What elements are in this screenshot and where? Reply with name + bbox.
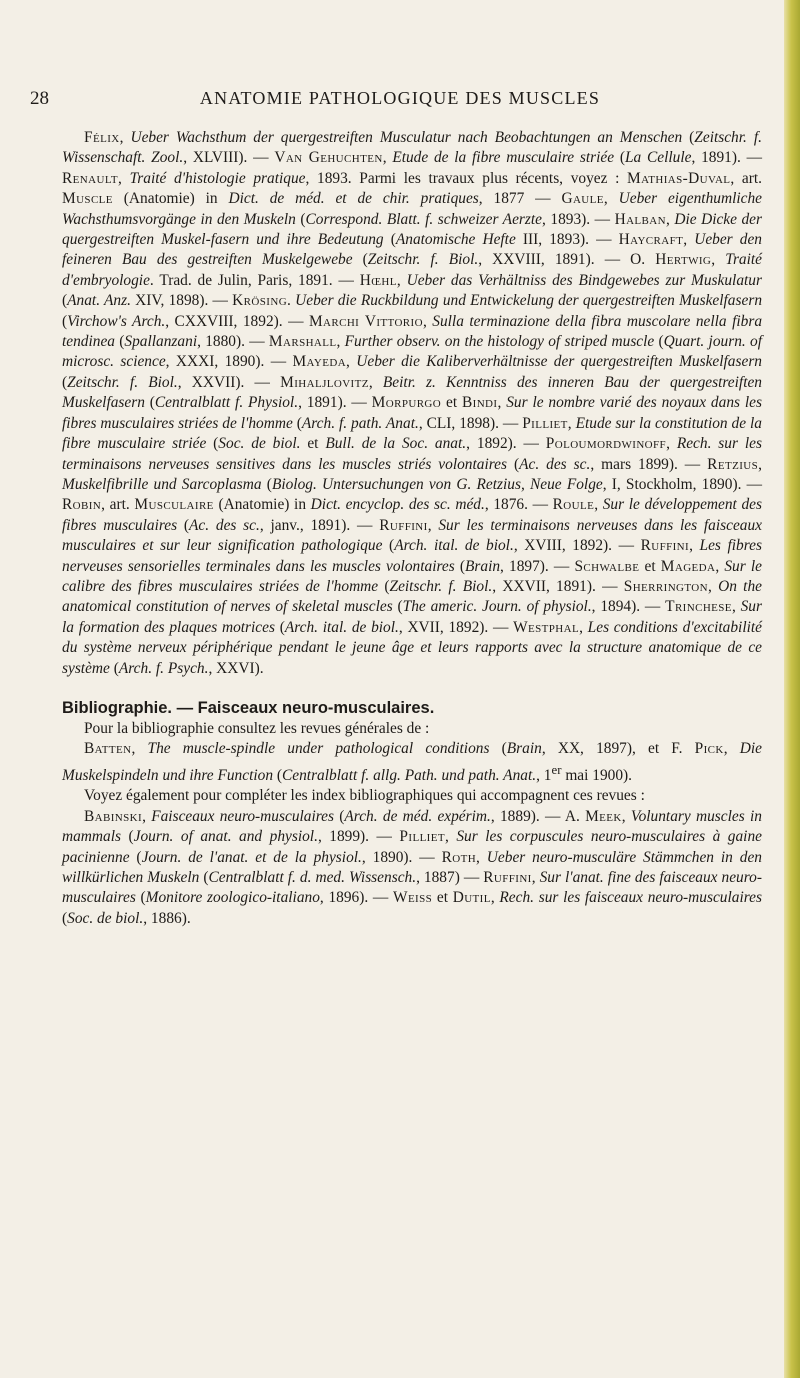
page-header xyxy=(30,88,770,114)
bibliography-reviews: Batten, The muscle-spindle under pathological conditions (Brain, XX, 1897), et F. Pick, Die Muskelspindeln und ihre Function (Centralblatt f. allg. Path. und path. Anat., 1er mai 1900). xyxy=(62,740,762,784)
bibliography-see-also: Voyez également pour compléter les index bibliographiques qui accompagnent ces revues : xyxy=(84,787,645,805)
bibliography-intro: Pour la bibliographie consultez les revues générales de : xyxy=(84,719,430,737)
page-number: 28 xyxy=(30,88,49,109)
bibliography-section xyxy=(62,697,762,929)
page-edge-decoration xyxy=(784,0,800,1378)
running-title: ANATOMIE PATHOLOGIQUE DES MUSCLES xyxy=(199,88,601,108)
page-content xyxy=(62,128,762,929)
references-paragraph: Félix, Ueber Wachsthum der quergestreiften Musculatur nach Beobachtungen an Menschen (Zeitschr. f. Wissenschaft. Zool., XLVIII). — Van Gehuchten, Etude de la fibre musculaire striée (La Cellule, 1891). — Renault, Traité d'histologie pratique, 1893. Parmi les travaux plus récents, voyez : Mathias-Duval, art. Muscle (Anatomie) in Dict. de méd. et de chir. pratiques, 1877 — Gaule, Ueber eigenthumliche Wachsthumsvorgänge in den Muskeln (Correspond. Blatt. f. schweizer Aerzte, 1893). — Halban, Die Dicke der quergestreiften Muskel-fasern und ihre Bedeutung (Anatomische Hefte III, 1893). — Haycraft, Ueber den feineren Bau des gestreiften Muskelgewebe (Zeitschr. f. Biol., XXVIII, 1891). — O. Hertwig, Traité d'embryologie. Trad. de Julin, Paris, 1891. — Hœhl, Ueber das Verhältniss des Bindgewebes zur Muskulatur (Anat. Anz. XIV, 1898). — Krösing. Ueber die Ruckbildung und Entwickelung der quergestreiften Muskelfasern (Virchow's Arch., CXXVIII, 1892). — Marchi Vittorio, Sulla terminazione della fibra muscolare nella fibra tendinea (Spallanzani, 1880). — Marshall, Further observ. on the histology of striped muscle (Quart. journ. of microsc. science, XXXI, 1890). — Mayeda, Ueber die Kaliberverhältnisse der quergestreiften Muskelfasern (Zeitschr. f. Biol., XXVII). — Mihaljlovitz, Beitr. z. Kenntniss des inneren Bau der quergestreiften Muskelfasern (Centralblatt f. Physiol., 1891). — Morpurgo et Bindi, Sur le nombre varié des noyaux dans les fibres musculaires striées de l'homme (Arch. f. path. Anat., CLI, 1898). — Pilliet, Etude sur la constitution de la fibre musculaire striée (Soc. de biol. et Bull. de la Soc. anat., 1892). — Poloumordwinoff, Rech. sur les terminaisons nerveuses sensitives dans les muscles striés volontaires (Ac. des sc., mars 1899). — Retzius, Muskelfibrille und Sarcoplasma (Biolog. Untersuchungen von G. Retzius, Neue Folge, I, Stockholm, 1890). — Robin, art. Musculaire (Anatomie) in Dict. encyclop. des sc. méd., 1876. — Roule, Sur le développement des fibres musculaires (Ac. des sc., janv., 1891). — Ruffini, Sur les terminaisons nerveuses dans les faisceaux musculaires et sur leur signification pathologique (Arch. ital. de biol., XVIII, 1892). — Ruffini, Les fibres nerveuses sensorielles terminales dans les muscles volontaires (Brain, 1897). — Schwalbe et Mageda, Sur le calibre des fibres musculaires striées de l'homme (Zeitschr. f. Biol., XXVII, 1891). — Sherrington, On the anatomical constitution of nerves of skeletal muscles (The americ. Journ. of physiol., 1894). — Trinchese, Sur la formation des plaques motrices (Arch. ital. de biol., XVII, 1892). — Westphal, Les conditions d'excitabilité du système nerveux périphérique pendant le jeune âge et leurs rapports avec la structure anatomique de ce système (Arch. f. Psych., XXVI). xyxy=(62,129,763,677)
bibliography-references: Babinski, Faisceaux neuro-musculaires (Arch. de méd. expérim., 1889). — A. Meek, Voluntary muscles in mammals (Journ. of anat. and physiol., 1899). — Pilliet, Sur les corpuscules neuro-musculaires à gaine pacinienne (Journ. de l'anat. et de la physiol., 1890). — Roth, Ueber neuro-musculäre Stämmchen in den willkürlichen Muskeln (Centralblatt f. d. med. Wissensch., 1887) — Ruffini, Sur l'anat. fine des faisceaux neuro-musculaires (Monitore zoologico-italiano, 1896). — Weiss et Dutil, Rech. sur les faisceaux neuro-musculaires (Soc. de biol., 1886). xyxy=(62,807,762,927)
bibliography-title: Bibliographie. — Faisceaux neuro-musculaires. xyxy=(62,698,435,717)
